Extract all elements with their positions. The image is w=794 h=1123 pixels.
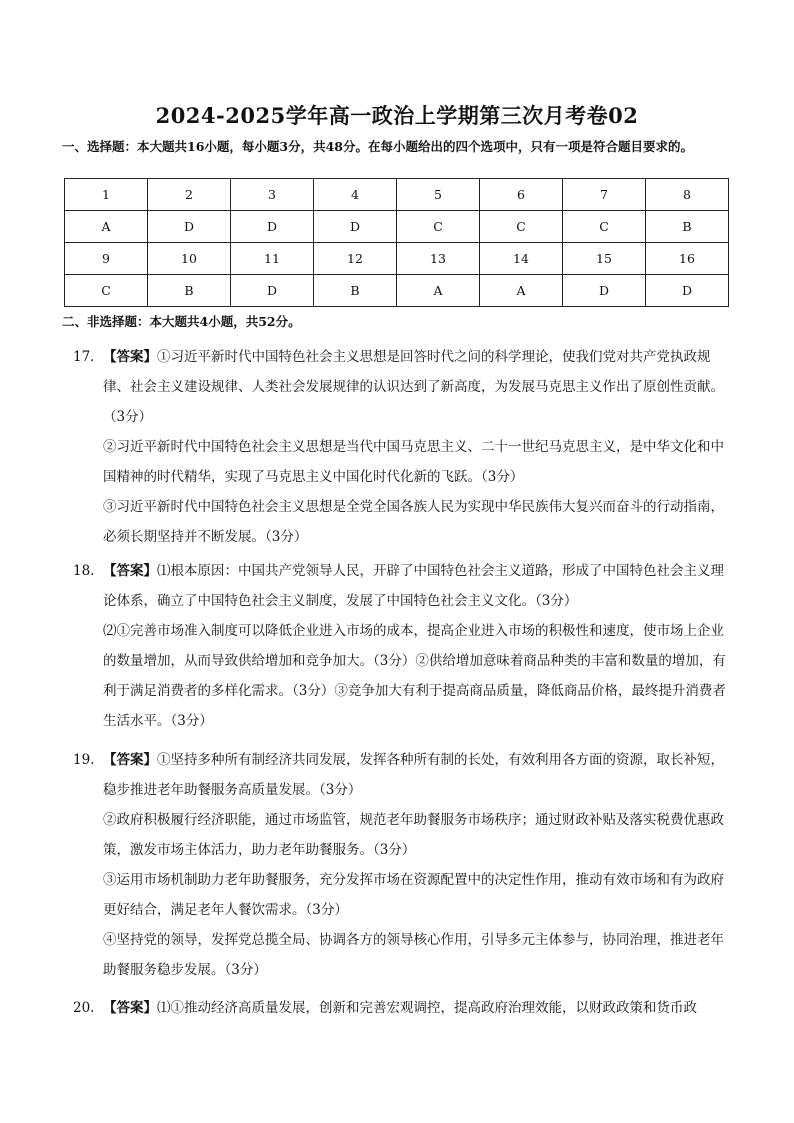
section-multiple-choice-header: 一、选择题：本大题共16小题，每小题3分，共48分。在每小题给出的四个选项中，只有一项是符合题目要求的。 (62, 139, 693, 154)
answer-paragraph: ③运用市场机制助力老年助餐服务，充分发挥市场在资源配置中的决定性作用，推动有效市场和有为政府更好结合，满足老年人餐饮需求。（3分） (103, 872, 724, 918)
table-cell: 5 (397, 179, 480, 211)
table-cell: 4 (314, 179, 397, 211)
answer-paragraph: ②习近平新时代中国特色社会主义思想是当代中国马克思主义、二十一世纪马克思主义，是中华文化和中国精神的时代精华，实现了马克思主义中国化时代化新的飞跃。（3分） (103, 439, 724, 485)
table-cell: D (148, 211, 231, 243)
table-cell: 1 (65, 179, 148, 211)
question-number: 19. (73, 752, 95, 768)
answer-paragraph: ③习近平新时代中国特色社会主义思想是全党全国各族人民为实现中华民族伟大复兴而奋斗的行动指南，必须长期坚持并不断发展。（3分） (103, 499, 724, 545)
answer-paragraph: 【答案】⑴根本原因：中国共产党领导人民，开辟了中国特色社会主义道路，形成了中国特色社会主义理论体系，确立了中国特色社会主义制度，发展了中国特色社会主义文化。（3分） (103, 563, 724, 609)
table-cell: 2 (148, 179, 231, 211)
page-title: 2024-2025学年高一政治上学期第三次月考卷02 (155, 103, 639, 128)
table-cell: 10 (148, 243, 231, 275)
answer-paragraph: 【答案】⑴①推动经济高质量发展，创新和完善宏观调控，提高政府治理效能，以财政政策和货币政 (103, 1000, 697, 1016)
answer-paragraph: ②政府积极履行经济职能，通过市场监管，规范老年助餐服务市场秩序；通过财政补贴及落实税费优惠政策，激发市场主体活力，助力老年助餐服务。（3分） (103, 812, 724, 858)
table-cell: D (646, 275, 729, 307)
answer-paragraph: 【答案】①习近平新时代中国特色社会主义思想是回答时代之问的科学理论，使我们党对共产党执政规律、社会主义建设规律、人类社会发展规律的认识达到了新高度，为发展马克思主义作出了原创性贡献。（3分） (103, 349, 724, 425)
table-cell: C (480, 211, 563, 243)
table-cell: 11 (231, 243, 314, 275)
table-cell: C (397, 211, 480, 243)
question-number: 20. (73, 1000, 95, 1016)
question-19-answer (73, 745, 733, 985)
table-cell: 6 (480, 179, 563, 211)
table-cell: 13 (397, 243, 480, 275)
table-cell: C (563, 211, 646, 243)
table-cell: 3 (231, 179, 314, 211)
table-cell: 8 (646, 179, 729, 211)
table-cell: 7 (563, 179, 646, 211)
table-cell: D (563, 275, 646, 307)
table-cell: B (148, 275, 231, 307)
answer-table (64, 178, 729, 307)
table-cell: 16 (646, 243, 729, 275)
answer-tag: 【答案】 (103, 563, 157, 579)
table-cell: D (314, 211, 397, 243)
table-row (65, 211, 729, 243)
table-row (65, 243, 729, 275)
table-cell: C (65, 275, 148, 307)
table-cell: 12 (314, 243, 397, 275)
table-cell: A (397, 275, 480, 307)
answer-tag: 【答案】 (103, 1000, 157, 1016)
table-cell: D (231, 275, 314, 307)
table-row (65, 179, 729, 211)
question-number: 17． (73, 349, 104, 365)
answer-tag: 【答案】 (103, 349, 157, 365)
section-open-questions-header: 二、非选择题：本大题共4小题，共52分。 (62, 314, 301, 329)
answer-paragraph: ④坚持党的领导，发挥党总揽全局、协调各方的领导核心作用，引导多元主体参与，协同治理，推进老年助餐服务稳步发展。（3分） (103, 932, 724, 978)
answer-paragraph: 【答案】①坚持多种所有制经济共同发展，发挥各种所有制的长处，有效利用各方面的资源，取长补短，稳步推进老年助餐服务高质量发展。（3分） (103, 752, 724, 798)
table-cell: D (231, 211, 314, 243)
answer-paragraph: ⑵①完善市场准入制度可以降低企业进入市场的成本，提高企业进入市场的积极性和速度，使市场上企业的数量增加，从而导致供给增加和竞争加大。（3分）②供给增加意味着商品种类的丰富和数量的增加，有利于满足消费者的多样化需求。（3分）③竞争加大有利于提高商品质量，降低商品价格，最终提升消费者生活水平。（3分） (103, 623, 726, 729)
table-cell: 15 (563, 243, 646, 275)
table-cell: B (314, 275, 397, 307)
table-cell: 9 (65, 243, 148, 275)
question-number: 18. (73, 563, 95, 579)
table-cell: B (646, 211, 729, 243)
question-17-answer (73, 342, 733, 552)
answer-tag: 【答案】 (103, 752, 157, 768)
table-row (65, 275, 729, 307)
question-18-answer (73, 556, 733, 736)
table-cell: A (65, 211, 148, 243)
table-cell: 14 (480, 243, 563, 275)
question-20-answer (73, 993, 733, 1023)
table-cell: A (480, 275, 563, 307)
